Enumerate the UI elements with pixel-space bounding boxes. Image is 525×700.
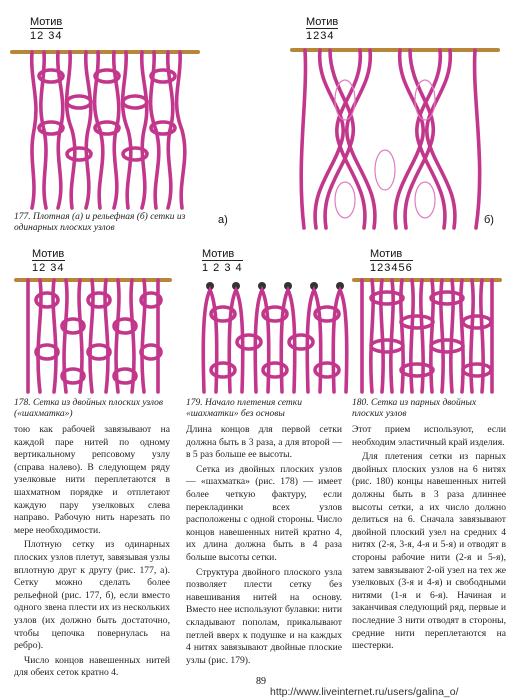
fig177a-label: а): [218, 214, 228, 226]
paragraph: Число концов навешенных нитей для обеих сеток кратно 4.: [14, 654, 170, 679]
page-number: 89: [256, 676, 266, 687]
motiv-numbers: 12 34: [30, 30, 63, 42]
motiv-label: Мотив: [306, 16, 339, 28]
fig179-motiv: [202, 248, 243, 274]
paragraph: Структура двойного плоского узла позволяет плести сетку без навешивания нитей на основу. Вместо нее используют булавки: нити складывают пополам, прикалывают петлей вверх к подушке и на каждых 4 нитях завязывают двойные плоские узлы (рис. 179).: [186, 566, 342, 666]
fig177-caption: 177. Плотная (а) и рельефная (б) сетки из одинарных плоских узлов: [14, 212, 186, 233]
paragraph: Сетка из двойных плоских узлов — «шахматка» (рис. 178) — имеет более четкую фактуру, если перекладинки всех узлов расположены с одной стороны. Число концов навешенных нитей кратно 4, их длина должна быть в 4 раза больше высоты сетки.: [186, 463, 342, 563]
fig178-caption: 178. Сетка из двойных плоских узлов («шахматка»): [14, 398, 164, 419]
fig177a-illustration: [10, 40, 200, 210]
fig179-illustration: [192, 272, 352, 394]
text-column-middle: [186, 424, 342, 669]
motiv-numbers: 1 2 3 4: [202, 262, 243, 274]
text-column-left: [14, 424, 170, 682]
motiv-numbers: 123456: [370, 262, 413, 274]
fig177a-cords: [32, 52, 185, 208]
fig180-illustration: [352, 272, 502, 394]
paragraph: Для плетения сетки из парных двойных плоских узлов на 6 нитях (рис. 180) концы навешенных нитей должны быть в 3 раза длиннее высоты сетки, а их число должно делиться на 6. Сначала завязывают двойной плоский узел на средних 4 нитях (2-я, 3-я, 4-я и 5-я) и отводят в стороны рабочие нити (2-я и 5-я), затем завязывают 2-ой узел на тех же узелковых (3-я и 4-я) и свободными нитями (1-я и 6-я). Начиная и заканчивая следующий ряд, первые и последние 3 нити отводят в стороны, средние нити переплетаются на шестерки.: [352, 451, 506, 652]
fig178-illustration: [14, 272, 172, 394]
motiv-label: Мотив: [32, 248, 65, 260]
paragraph: Плотную сетку из одинарных плоских узлов плетут, завязывая узлы вплотную друг к другу (рис. 177, а). Сетку можно сделать более рельефной (рис. 177, б), если вместо одного звена плести их из нескольких узлов (их должно быть достаточно, чтобы цепочка повернулась на ребро).: [14, 539, 170, 652]
motiv-numbers: 1234: [306, 28, 338, 42]
fig177b-label: б): [484, 214, 494, 226]
fig177a-motiv: [30, 16, 63, 42]
fig177b-illustration: [290, 40, 500, 230]
motiv-label: Мотив: [30, 16, 63, 28]
paragraph: Этот прием используют, если необходим эластичный край изделия.: [352, 424, 506, 448]
fig180-motiv: [370, 248, 413, 274]
text-column-right: [352, 424, 506, 655]
paragraph: тою как рабочей завязывают на каждой паре нитей по одному вертикальному репсовому узлу (справа налево). В следующем ряду узелковые нити переплетаются в шахматном порядке и отплетают каждую пару узелковых слева направо. Рабочую нить нарезать по мере необходимости.: [14, 424, 170, 536]
fig177b-cords: [301, 50, 479, 228]
fig179-pins: [206, 282, 344, 290]
footer-url[interactable]: http://www.liveinternet.ru/users/galina_o/: [270, 686, 459, 698]
motiv-label: Мотив: [370, 248, 403, 260]
fig178-cords: [28, 280, 158, 392]
fig178-motiv: [32, 248, 65, 274]
fig177b-motiv: [306, 16, 338, 42]
fig179-caption: 179. Начало плетения сетки «шахматки» без основы: [186, 398, 302, 419]
motiv-label: Мотив: [202, 248, 235, 260]
motiv-numbers: 12 34: [32, 262, 65, 274]
paragraph: Длина концов для первой сетки должна быть в 3 раза, а для второй — в 5 раз больше ее высоты.: [186, 424, 342, 461]
fig180-caption: 180. Сетка из парных двойных плоских узлов: [352, 398, 477, 419]
